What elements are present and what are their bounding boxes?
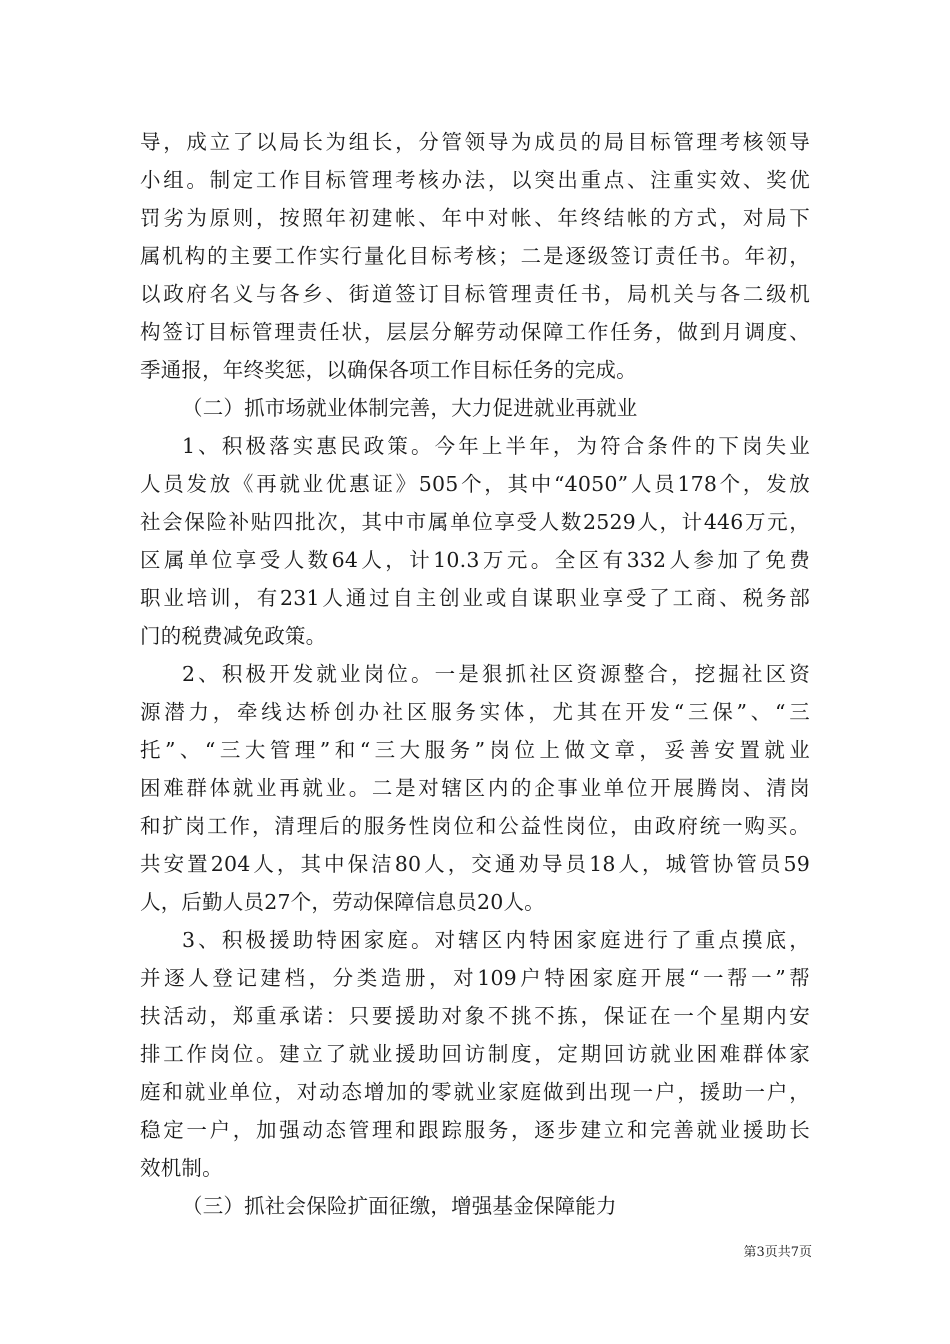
- text-line: 区属单位享受人数64人，计10.3万元。全区有332人参加了免费: [140, 548, 810, 572]
- text-line: 并逐人登记建档，分类造册，对109户特困家庭开展“一帮一”帮: [140, 966, 810, 990]
- document-body: [140, 123, 810, 1225]
- text-line: （三）抓社会保险扩面征缴，增强基金保障能力: [182, 1194, 617, 1218]
- text-line: 2、积极开发就业岗位。一是狠抓社区资源整合，挖掘社区资: [182, 662, 810, 686]
- text-line: 和扩岗工作，清理后的服务性岗位和公益性岗位，由政府统一购买。: [140, 814, 810, 838]
- text-line: 职业培训，有231人通过自主创业或自谋职业享受了工商、税务部: [140, 586, 810, 610]
- text-line: 构签订目标管理责任状，层层分解劳动保障工作任务，做到月调度、: [140, 320, 810, 344]
- text-line: 排工作岗位。建立了就业援助回访制度，定期回访就业困难群体家: [140, 1042, 810, 1066]
- text-line: 庭和就业单位，对动态增加的零就业家庭做到出现一户，援助一户，: [140, 1080, 810, 1104]
- text-line: 1、积极落实惠民政策。今年上半年，为符合条件的下岗失业: [182, 434, 810, 458]
- text-line: 社会保险补贴四批次，其中市属单位享受人数2529人，计446万元，: [140, 510, 810, 534]
- text-line: 门的税费减免政策。: [140, 624, 327, 648]
- text-line: 人员发放《再就业优惠证》505个，其中“4050”人员178个，发放: [140, 472, 810, 496]
- text-line: 扶活动，郑重承诺：只要援助对象不挑不拣，保证在一个星期内安: [140, 1004, 810, 1028]
- text-line: 人，后勤人员27个，劳动保障信息员20人。: [140, 890, 545, 914]
- text-line: 小组。制定工作目标管理考核办法，以突出重点、注重实效、奖优: [140, 168, 810, 192]
- text-line: 困难群体就业再就业。二是对辖区内的企事业单位开展腾岗、清岗: [140, 776, 810, 800]
- text-line: 效机制。: [140, 1156, 223, 1180]
- text-line: 稳定一户，加强动态管理和跟踪服务，逐步建立和完善就业援助长: [140, 1118, 810, 1142]
- text-line: 导，成立了以局长为组长，分管领导为成员的局目标管理考核领导: [140, 130, 810, 154]
- text-line: 属机构的主要工作实行量化目标考核；二是逐级签订责任书。年初，: [140, 244, 810, 268]
- text-line: 共安置204人，其中保洁80人，交通劝导员18人，城管协管员59: [140, 852, 810, 876]
- page-number-footer: 第3页共7页: [743, 1245, 812, 1260]
- text-line: 源潜力，牵线达桥创办社区服务实体，尤其在开发“三保”、“三: [140, 700, 810, 724]
- text-line: （二）抓市场就业体制完善，大力促进就业再就业: [182, 396, 638, 420]
- text-line: 季通报，年终奖惩，以确保各项工作目标任务的完成。: [140, 358, 637, 382]
- text-line: 罚劣为原则，按照年初建帐、年中对帐、年终结帐的方式，对局下: [140, 206, 810, 230]
- text-line: 以政府名义与各乡、街道签订目标管理责任书，局机关与各二级机: [140, 282, 810, 306]
- text-line: 托”、“三大管理”和“三大服务”岗位上做文章，妥善安置就业: [140, 738, 810, 762]
- text-line: 3、积极援助特困家庭。对辖区内特困家庭进行了重点摸底，: [182, 928, 810, 952]
